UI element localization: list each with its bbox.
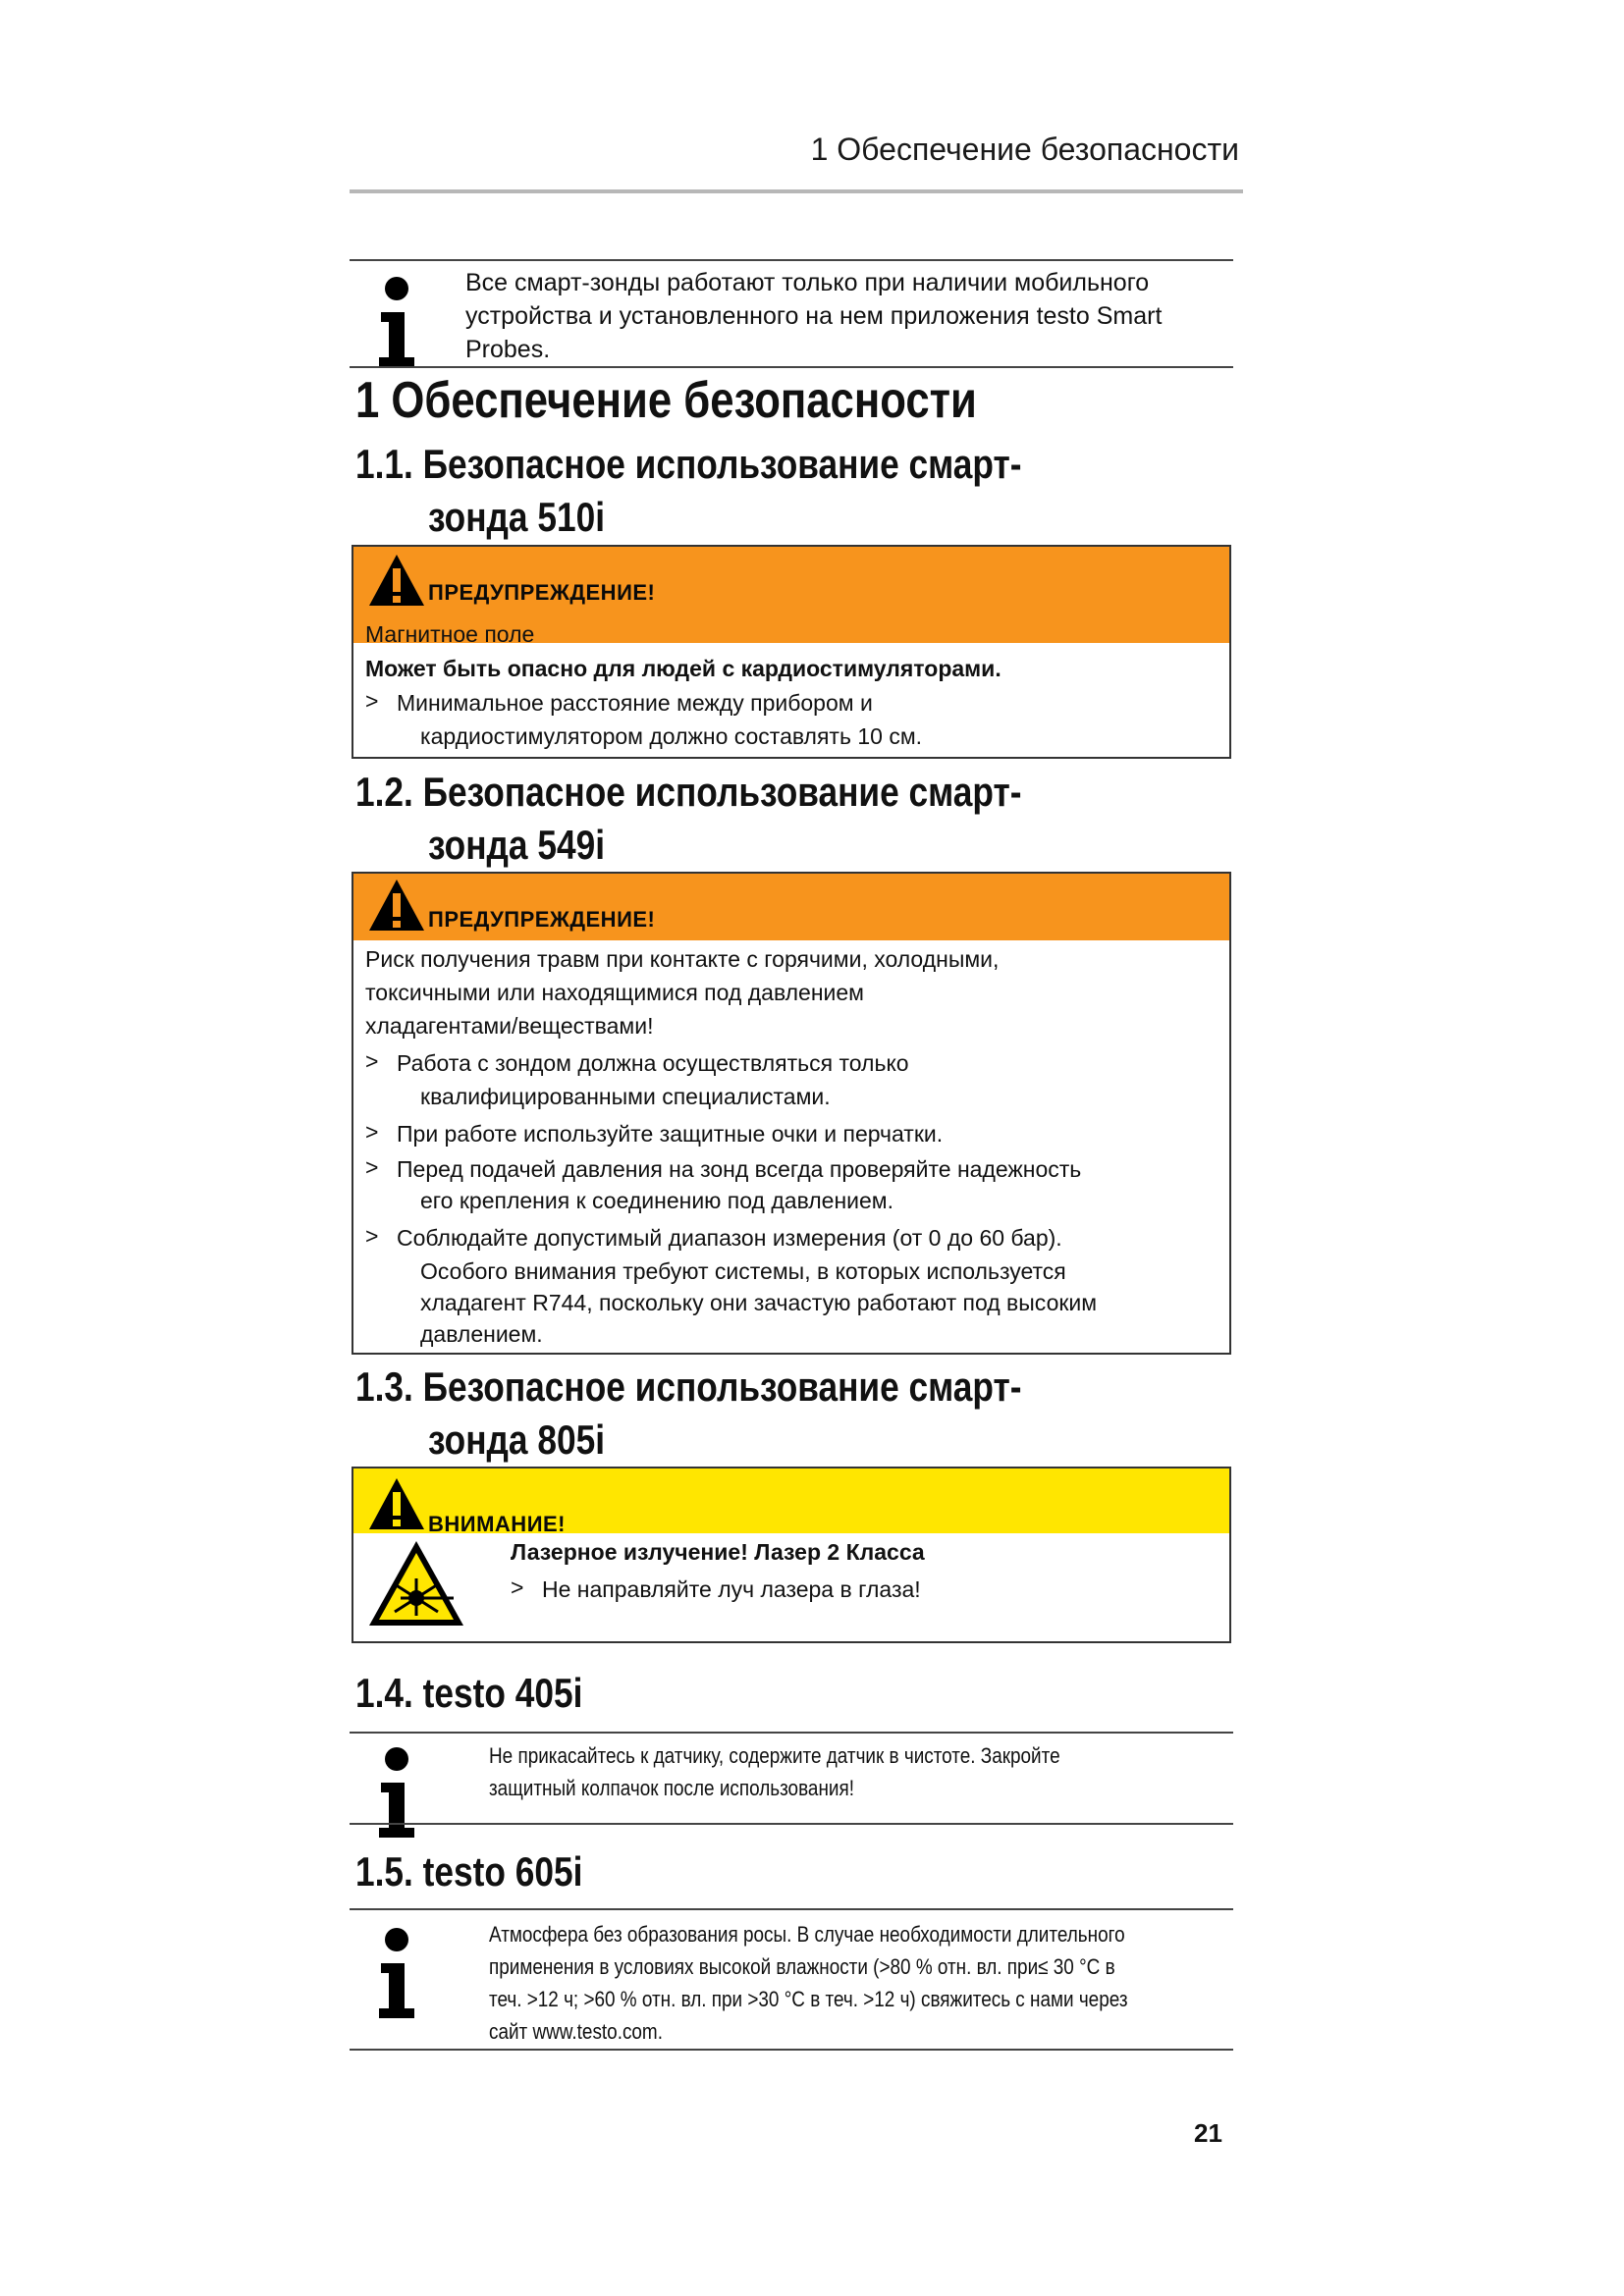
bullet-marker: >: [365, 1223, 379, 1249]
warning-instruction-cont: квалифицированными специалистами.: [420, 1084, 831, 1109]
chapter-title: 1 Обеспечение безопасности: [355, 372, 977, 429]
section-1-1-title-line2: зонда 510i: [428, 494, 606, 540]
warning-instruction: При работе используйте защитные очки и перчатки.: [397, 1121, 944, 1147]
warning-instruction: Перед подачей давления на зонд всегда проверяйте надежность: [397, 1156, 1082, 1182]
section-1-3-title-line2: зонда 805i: [428, 1416, 606, 1463]
section-1-1-title-line1: 1.1. Безопасное использование смарт-: [355, 441, 1022, 487]
section-1-2-title-line2: зонда 549i: [428, 822, 606, 868]
bullet-marker: >: [365, 1154, 379, 1180]
bullet-marker: >: [511, 1575, 524, 1600]
warning-box-510i: [352, 545, 1231, 759]
section-1-4-title: 1.4. testo 405i: [355, 1670, 583, 1716]
bullet-marker: >: [365, 1048, 379, 1074]
note-line: сайт www.testo.com.: [489, 2019, 663, 2044]
section-1-3-title-line1: 1.3. Безопасное использование смарт-: [355, 1363, 1022, 1410]
note-bottom-rule: [350, 2049, 1233, 2051]
warning-triangle-icon: [367, 878, 426, 933]
warning-instruction: Работа с зондом должна осуществляться только: [397, 1050, 909, 1076]
warning-box-549i: [352, 872, 1231, 1355]
info-icon: [375, 1745, 418, 1843]
laser-warning-icon: [365, 1537, 467, 1631]
warning-instruction: Соблюдайте допустимый диапазон измерения (от 0 до 60 бар).: [397, 1225, 1062, 1251]
bullet-marker: >: [365, 1119, 379, 1145]
note-line: применения в условиях высокой влажности (>80 % отн. вл. при≤ 30 °C в: [489, 1954, 1115, 1979]
note-top-rule: [350, 1908, 1233, 1910]
note-line: защитный колпачок после использования!: [489, 1776, 854, 1800]
warning-triangle-icon: [367, 553, 426, 608]
header-divider: [350, 189, 1243, 193]
intro-note-line: Все смарт-зонды работают только при наличии мобильного: [465, 269, 1150, 296]
warning-hazard: Магнитное поле: [365, 621, 535, 647]
intro-note-line: устройства и установленного на нем приложения testo Smart: [465, 302, 1163, 330]
note-top-rule: [350, 1732, 1233, 1734]
note-top-rule: [350, 259, 1233, 261]
warning-instruction-cont: Особого внимания требуют системы, в которых используется: [420, 1258, 1066, 1284]
section-1-2-title-line1: 1.2. Безопасное использование смарт-: [355, 769, 1022, 815]
info-icon: [375, 275, 418, 373]
warning-instruction-cont: давлением.: [420, 1321, 543, 1347]
warning-hazard-line: токсичными или находящимися под давлением: [365, 980, 864, 1005]
warning-instruction: Минимальное расстояние между прибором и: [397, 690, 873, 716]
page-number: 21: [1194, 2118, 1222, 2148]
caution-instruction: Не направляйте луч лазера в глаза!: [542, 1576, 921, 1602]
note-bottom-rule: [350, 1823, 1233, 1825]
note-line: Не прикасайтесь к датчику, содержите датчик в чистоте. Закройте: [489, 1743, 1060, 1768]
section-1-5-note: [489, 1918, 1128, 2048]
intro-note-line: Probes.: [465, 336, 551, 363]
caution-label: ВНИМАНИЕ!: [428, 1512, 567, 1536]
warning-triangle-icon: [367, 1476, 426, 1531]
warning-hazard-line: хладагентами/веществами!: [365, 1013, 654, 1039]
running-header-title: 1 Обеспечение безопасности: [810, 132, 1239, 167]
caution-box-805i: [352, 1467, 1231, 1643]
info-icon: [375, 1926, 418, 2024]
note-line: теч. >12 ч; >60 % отн. вл. при >30 °C в теч. >12 ч) свяжитесь с нами через: [489, 1987, 1128, 2011]
bullet-marker: >: [365, 688, 379, 714]
warning-instruction-cont: его крепления к соединению под давлением.: [420, 1188, 894, 1213]
section-1-5-title: 1.5. testo 605i: [355, 1848, 583, 1895]
caution-hazard: Лазерное излучение! Лазер 2 Класса: [511, 1539, 925, 1565]
note-line: Атмосфера без образования росы. В случае необходимости длительного: [489, 1922, 1125, 1947]
warning-label: ПРЕДУПРЕЖДЕНИЕ!: [428, 907, 656, 932]
warning-consequence: Может быть опасно для людей с кардиостимуляторами.: [365, 656, 1001, 681]
note-bottom-rule: [350, 366, 1233, 368]
warning-instruction-cont: кардиостимулятором должно составлять 10 см.: [420, 723, 923, 749]
warning-label: ПРЕДУПРЕЖДЕНИЕ!: [428, 580, 656, 605]
section-1-4-note: [489, 1739, 1060, 1804]
intro-note-text: [465, 266, 1162, 366]
warning-instruction-cont: хладагент R744, поскольку они зачастую работают под высоким: [420, 1290, 1098, 1315]
warning-hazard-line: Риск получения травм при контакте с горячими, холодными,: [365, 946, 1000, 972]
